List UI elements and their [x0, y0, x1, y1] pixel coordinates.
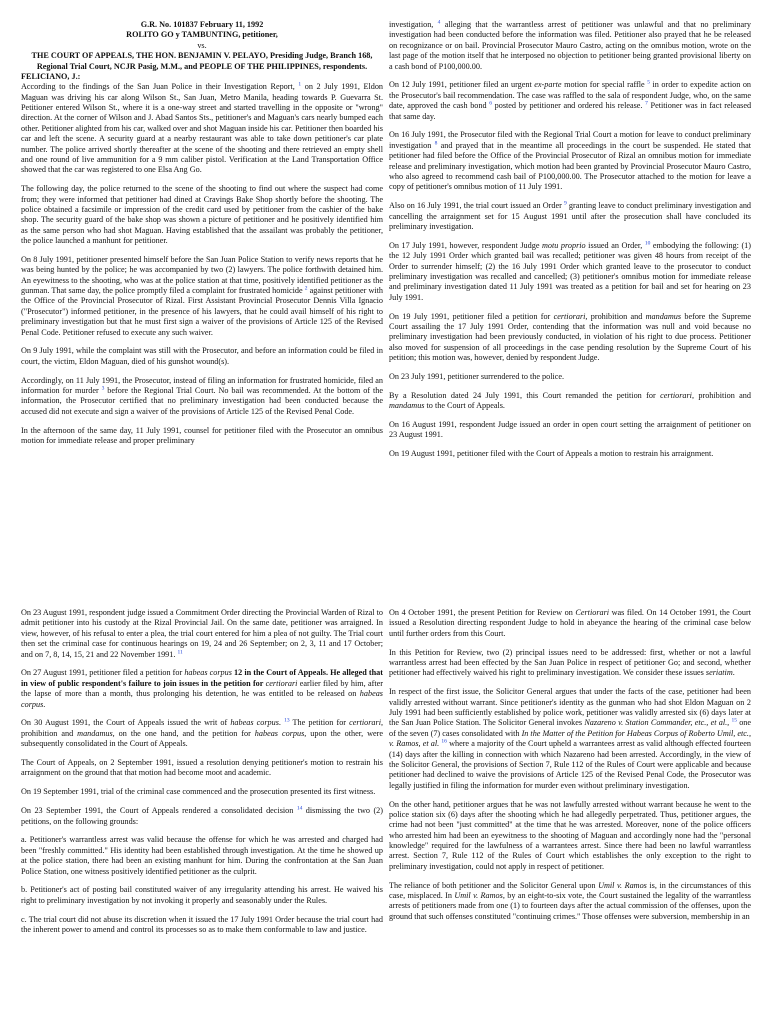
footnote-link[interactable]: 7: [645, 100, 648, 107]
footnote-link[interactable]: 14: [296, 805, 303, 812]
paragraph: According to the findings of the San Juan Police in their Investigation Report, $^1$ on 2 July 1991, Eldon Maguan was driving his car along Wilson St., San Juan, Metro Manila, heading towards P. Guevarra St. Petitioner entered Wilson St., where it is a one-way street and started travelling in the opposite or "wrong" direction. At the corner of Wilson and J. Abad Santos Sts., petitioner's and Maguan's cars nearly bumped each other. Petitioner alighted from his car, walked over and shot Maguan inside his car. Petitioner then boarded his car and left the scene. A security guard at a nearby restaurant was able to take down petitioner's car plate number. The police arrived shortly thereafter at the scene of the shooting and there retrieved an empty shell and one round of live ammunition for a 9 mm caliber pistol. Verification at the Land Transportation Office showed that the car was registered to one Elsa Ang Go.: [21, 81, 384, 175]
page-2: [0, 608, 768, 1024]
paragraph: On 19 August 1991, petitioner filed with the Court of Appeals a motion to restrain his arraignment.: [389, 449, 714, 459]
paragraph: The following day, the police returned to the scene of the shooting to find out where the suspect had come from; they were informed that petitioner had dined at Cravings Bake Shop shortly before the shooting. The police obtained a facsimile or impression of the credit card used by petitioner from the cashier of the bake shop. The security guard of the bake shop was shown a picture of petitioner and he positively identified him as the same person who had shot Maguan. Having established that the assailant was probably the petitioner, the police launched a manhunt for petitioner.: [21, 184, 383, 245]
page-1-right-column: [389, 0, 751, 468]
paragraph: On 12 July 1991, petitioner filed an urgent ex-parte motion for special raffle $^5$ in order to expedite action on the Prosecutor's bail recommendation. The case was raffled to the sala of respondent Judge, who, on the same date, approved the cash bond $^6$ posted by petitioner and ordered his release. $^7$ Petitioner was in fact released that same day.: [389, 79, 752, 121]
paragraph: On 27 August 1991, petitioner filed a petition for habeas corpus 12 in the Court of Appeals. He alleged that in view of public respondent's failure to join issues in the petition for certiorari earlier filed by him, after the lapse of more than a month, thus prolonging his detention, he was entitled to be released on habeas corpus.: [21, 668, 383, 709]
footnote-link[interactable]: 15: [731, 717, 737, 724]
footnote-link[interactable]: 10: [644, 240, 651, 247]
footnote-link[interactable]: 3: [101, 385, 105, 392]
paragraph: The Court of Appeals, on 2 September 1991, issued a resolution denying petitioner's motion to restrain his arraignment on the ground that that motion had become moot and academic.: [21, 758, 383, 778]
paragraph: On 16 August 1991, respondent Judge issued an order in open court setting the arraignment of petitioner on 23 August 1991.: [389, 420, 751, 440]
paragraph: In the afternoon of the same day, 11 July 1991, counsel for petitioner filed with the Prosecutor an omnibus motion for immediate release and proper preliminary: [21, 425, 383, 445]
paragraph: Accordingly, on 11 July 1991, the Prosecutor, instead of filing an information for frustrated homicide, filed an information for murder $^3$ before the Regional Trial Court. No bail was recommended. At the bottom of the information, the Prosecutor certified that no preliminary investigation had been conducted because the accused did not execute and sign a waiver of the provisions of Article 125 of the Revised Penal Code.: [21, 375, 384, 416]
footnote-link[interactable]: 13: [284, 717, 290, 724]
paragraph: On 30 August 1991, the Court of Appeals issued the writ of habeas corpus. $^{13}$ The petition for certiorari, prohibition and mandamus, on the one hand, and the petition for habeas corpus, upon the other, were subsequently consolidated in the Court of Appeals.: [21, 717, 384, 749]
ponente: FELICIANO, J.:: [21, 71, 81, 81]
ground-b: b. Petitioner's act of posting bail constituted waiver of any irregularity attending his arrest. He waived his right to preliminary investigation by not invoking it properly and seasonably under the Rules.: [21, 885, 383, 905]
paragraph: On 9 July 1991, while the complaint was still with the Prosecutor, and before an information could be filed in court, the victim, Eldon Maguan, died of his gunshot wound(s).: [21, 346, 383, 366]
paragraph: Also on 16 July 1991, the trial court issued an Order $^9$ granting leave to conduct preliminary investigation and cancelling the arraignment set for 15 August 1991 until after the prosecution shall have concluded its preliminary investigation.: [389, 200, 752, 231]
paragraph: On 19 July 1991, petitioner filed a petition for certiorari, prohibition and mandamus before the Supreme Court assailing the 17 July 1991 Order, contending that the information was null and void because no preliminary investigation had been previously conducted, in violation of his right to due process. Petitioner also moved for suspension of all proceedings in the case pending resolution by the Supreme Court of his petition; this motion was, however, denied by respondent Judge.: [389, 311, 752, 362]
paragraph: The reliance of both petitioner and the Solicitor General upon Umil v. Ramos is, in the circumstances of this case, misplaced. In Umil v. Ramos, by an eight-to-six vote, the Court sustained the legality of the warrantless arrests of petitioners made from one (1) to fourteen days after the actual commission of the offenses, upon the ground that such offenses constituted "continuing crimes." Those offenses were subversion, membership in an: [389, 880, 751, 921]
footnote-link[interactable]: 2: [304, 285, 308, 292]
versus: vs.: [197, 40, 207, 50]
paragraph: On 19 September 1991, trial of the criminal case commenced and the prosecution presented its first witness.: [21, 787, 376, 797]
paragraph: On 8 July 1991, petitioner presented himself before the San Juan Police Station to verify news reports that he was being hunted by the police; he was accompanied by two (2) lawyers. The police forthwith detained him. An eyewitness to the shooting, who was at the police station at that time, positively identified petitioner as the gunman. That same day, the police promptly filed a complaint for frustrated homicide $^2$ against petitioner with the Office of the Provincial Prosecutor of Rizal. First Assistant Provincial Prosecutor Dennis Villa Ignacio ("Prosecutor") informed petitioner, in the presence of his lawyers, that he could avail himself of his right to preliminary investigation but that he must first sign a waiver of the provisions of Article 125 of the Revised Penal Code. Petitioner refused to execute any such waiver.: [21, 254, 384, 337]
case-caption: [21, 0, 383, 72]
footnote-link[interactable]: 9: [563, 200, 567, 207]
paragraph: On 4 October 1991, the present Petition for Review on Certiorari was filed. On 14 October 1991, the Court issued a Resolution directing respondent Judge to hold in abeyance the hearing of the criminal case below until further orders from this Court.: [389, 608, 751, 638]
paragraph: In this Petition for Review, two (2) principal issues need to be addressed: first, whether or not a lawful warrantless arrest had been effected by the San Juan Police in respect of petitioner Go; and second, whether petitioner had effectively waived his right to preliminary investigation. We consider these issues seriatim.: [389, 647, 751, 678]
footnote-link[interactable]: 5: [647, 79, 650, 86]
paragraph: On 16 July 1991, the Prosecutor filed with the Regional Trial Court a motion for leave to conduct preliminary investigation $^8$ and prayed that in the meantime all proceedings in the court be suspended. He stated that petitioner had filed before the Office of the Provincial Prosecutor of Rizal an omnibus motion for immediate release and preliminary investigation, which motion had been granted by Provincial Prosecutor Mauro Castro, who also agreed to recommend cash bail of P100,000.00. The Prosecutor attached to the motion for leave a copy of petitioner's omnibus motion of 11 July 1991.: [389, 130, 752, 192]
paragraph: On 23 August 1991, respondent judge issued a Commitment Order directing the Provincial Warden of Rizal to admit petitioner into his custody at the Rizal Provincial Jail. On the same date, petitioner was arraigned. In view, however, of his refusal to enter a plea, the trial court entered for him a plea of not guilty. The Trial court then set the criminal case for continuous hearings on 19, 24 and 26 September; on 2, 3, 11 and 17 October; and on 7, 8, 14, 15, 21 and 22 November 1991. $^{11}$: [21, 608, 383, 659]
paragraph: On 23 July 1991, petitioner surrendered to the police.: [389, 371, 565, 381]
petitioner-line: ROLITO GO y TAMBUNTING, petitioner,: [126, 30, 278, 40]
page-2-right-column: [389, 608, 751, 931]
footnote-link[interactable]: 16: [441, 738, 447, 745]
ground-c: c. The trial court did not abuse its discretion when it issued the 17 July 1991 Order because the trial court had the inherent power to amend and control its processes so as to make them conformable to law and justice.: [21, 914, 383, 934]
paragraph: In respect of the first issue, the Solicitor General argues that under the facts of the case, petitioner had been validly arrested without warrant. Since petitioner's identity as the gunman who had shot Eldon Maguan on 2 July 1991 had been sufficiently established by police work, petitioner was validly arrested six (6) days later at the San Juan Police Station. The Solicitor General invokes Nazareno v. Station Commander, etc., et al., $^{15}$ one of the seven (7) cases consolidated with In the Matter of the Petition for Habeas Corpus of Roberto Umil, etc., v. Ramos, et al. $^{16}$ where a majority of the Court upheld a warrantees arrest as valid although effected fourteen (14) days after the killing in connection with which Nazareno had been arrested. Accordingly, in the view of the Solicitor General, the provisions of Section 7, Rule 112 of the Rules of Court were applicable and because petitioner had declined to waive the provisions of Article 125 of the Revised Penal Code, the Prosecutor was legally justified in filing the information for murder even without preliminary investigation.: [389, 687, 752, 790]
paragraph: By a Resolution dated 24 July 1991, this Court remanded the petition for certiorari, prohibition and mandamus to the Court of Appeals.: [389, 390, 751, 411]
paragraph: On 17 July 1991, however, respondent Judge motu proprio issued an Order, $^{10}$ embodying the following: (1) the 12 July 1991 Order which granted bail was recalled; petitioner was given 48 hours from receipt of the Order to surrender himself; (2) the 16 July 1991 Order which granted leave to the prosecutor to conduct preliminary investigation was recalled and cancelled; (3) petitioner's omnibus motion for immediate release and preliminary investigation dated 11 July 1991 was treated as a petition for bail and set for hearing on 23 July 1991.: [389, 240, 752, 302]
footnote-link[interactable]: 6: [489, 100, 492, 107]
page-2-left-column: [21, 608, 383, 944]
page-1-left-column: [21, 0, 383, 455]
footnote-link[interactable]: 8: [434, 140, 438, 147]
paragraph: investigation, $^4$ alleging that the warrantless arrest of petitioner was unlawful and that no preliminary investigation had been conducted before the information was filed. Petitioner also prayed that he be released on recognizance or on bail. Provincial Prosecutor Mauro Castro, acting on the omnibus motion, wrote on the last page of the motion itself that he interposed no objection to petitioner being granted provisional liberty on a cash bond of P100,000.00.: [389, 19, 752, 71]
respondents-line: THE COURT OF APPEALS, THE HON. BENJAMIN V. PELAYO, Presiding Judge, Branch 168, Regional Trial Court, NCJR Pasig, M.M., and PEOPLE OF THE PHILIPPINES, respondents.: [31, 51, 373, 71]
ground-a: a. Petitioner's warrantless arrest was valid because the offense for which he was arrested and charged had been "freshly committed." His identity had been established through investigation. At the time he showed up at the police station, there had been an existing manhunt for him. During the confrontation at the San Juan Police Station, one witness positively identified petitioner as the culprit.: [21, 835, 383, 876]
paragraph: On the other hand, petitioner argues that he was not lawfully arrested without warrant because he went to the police station six (6) days after the shooting which he had allegedly perpetrated. Thus, petitioner argues, the crime had not been "just committed" at the time that he was arrested. Moreover, none of the police officers who arrested him had been an eyewitness to the shooting of Maguan and accordingly none had the "personal knowledge" required for the lawfulness of a warrantees arrest. Since there had been no lawful warrantless arrest. Section 7, Rule 112 of the Rules of Court which establishes the only exception to the right to preliminary investigation, could not apply in respect of petitioner.: [389, 799, 751, 871]
paragraph: On 23 September 1991, the Court of Appeals rendered a consolidated decision $^{14}$ dismissing the two (2) petitions, on the following grounds:: [21, 805, 383, 826]
footnote-link[interactable]: 11: [177, 648, 183, 655]
footnote-link[interactable]: 4: [437, 19, 441, 26]
case-number: G.R. No. 101837 February 11, 1992: [140, 20, 264, 29]
footnote-link[interactable]: 1: [298, 81, 302, 88]
